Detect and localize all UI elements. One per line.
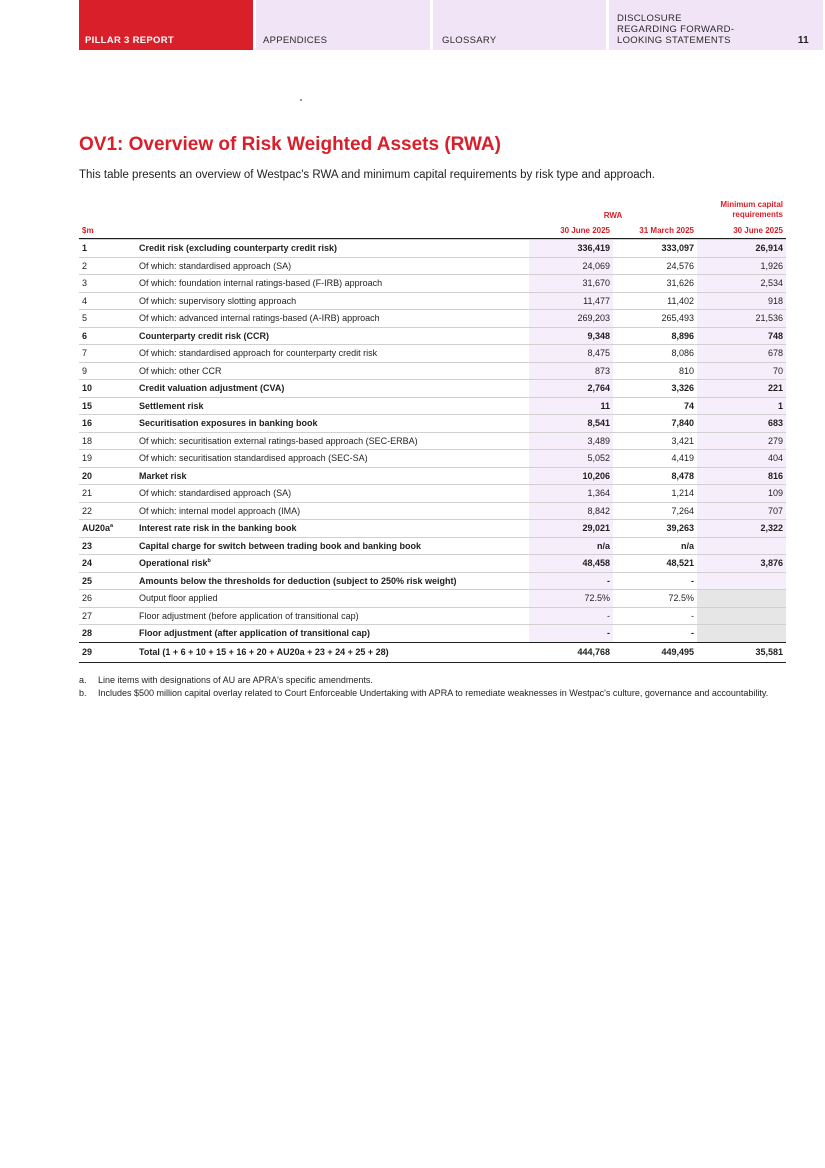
row-value: 8,478	[671, 470, 694, 481]
table-row	[79, 257, 786, 275]
row-value: 1,926	[697, 258, 786, 275]
row-id-text: 5	[82, 313, 88, 324]
row-value: -	[691, 575, 694, 586]
row-id-text: 9	[82, 365, 88, 376]
row-description	[139, 418, 529, 428]
row-value: 221	[697, 380, 786, 397]
row-description	[139, 506, 529, 516]
row-id	[79, 453, 139, 463]
tab-label: APPENDICES	[263, 35, 328, 46]
row-id-text: 18	[82, 435, 93, 446]
row-description	[139, 436, 529, 446]
row-description	[139, 541, 529, 551]
row-description-text: Floor adjustment (before application of transitional cap)	[139, 610, 359, 621]
row-value: 21,536	[697, 310, 786, 327]
row-value: 8,896	[671, 330, 694, 341]
table-row	[79, 292, 786, 310]
row-description-text: Market risk	[139, 470, 187, 481]
row-value: 24,069	[529, 258, 613, 275]
row-value: 707	[697, 503, 786, 520]
footnotes	[79, 674, 779, 700]
row-id	[79, 611, 139, 621]
row-id-text: 7	[82, 348, 88, 359]
tab-label-line: DISCLOSURE	[617, 13, 682, 24]
row-value: 31,626	[666, 278, 694, 289]
row-id	[79, 541, 139, 551]
row-value: 1	[697, 398, 786, 415]
row-value: 3,326	[671, 383, 694, 394]
footnote	[79, 674, 779, 686]
table-row	[79, 449, 786, 467]
row-description	[139, 313, 529, 323]
row-id	[79, 348, 139, 358]
footnote-marker: b	[207, 558, 211, 565]
row-id	[79, 558, 139, 568]
row-id	[79, 593, 139, 603]
row-value: 444,768	[577, 647, 610, 657]
unit-label: $m	[82, 225, 94, 235]
row-value	[697, 538, 786, 555]
table-row	[79, 414, 786, 432]
row-description	[139, 488, 529, 498]
row-value: 24,576	[666, 260, 694, 271]
row-id	[79, 243, 139, 253]
tab-label-line: LOOKING STATEMENTS	[617, 35, 731, 46]
tab-appendices[interactable]	[256, 0, 430, 50]
row-description-text: Of which: supervisory slotting approach	[139, 295, 297, 306]
row-value	[697, 625, 786, 642]
table-row	[79, 467, 786, 485]
row-value: 7,264	[671, 505, 694, 516]
page-number: 11	[797, 35, 809, 46]
row-id: 29	[82, 647, 93, 657]
table-column-header	[79, 222, 786, 239]
row-value: 1,214	[671, 488, 694, 499]
row-description-text: Amounts below the thresholds for deduction (subject to 250% risk weight)	[139, 575, 457, 586]
tab-label-line: REGARDING FORWARD-	[617, 24, 735, 35]
row-id	[79, 401, 139, 411]
row-value: n/a	[680, 540, 694, 551]
row-value: 918	[697, 293, 786, 310]
row-description	[139, 401, 529, 411]
row-id-text: 19	[82, 453, 93, 464]
row-value	[697, 573, 786, 590]
row-id	[79, 523, 139, 533]
row-id-text: 28	[82, 628, 93, 639]
table-row	[79, 607, 786, 625]
table-row	[79, 537, 786, 555]
row-value	[697, 590, 786, 607]
footnote	[79, 687, 779, 699]
row-value: 72.5%	[668, 593, 694, 604]
row-description	[139, 331, 529, 341]
row-value: 29,021	[529, 520, 613, 537]
row-value: 333,097	[661, 243, 694, 254]
row-value: 1,364	[529, 485, 613, 502]
row-description	[139, 593, 529, 603]
rwa-table	[79, 200, 786, 663]
row-id	[79, 383, 139, 393]
row-value: 2,322	[697, 520, 786, 537]
row-value: 5,052	[529, 450, 613, 467]
row-description-text: Of which: internal model approach (IMA)	[139, 505, 301, 516]
row-value: -	[529, 573, 613, 590]
row-value: 72.5%	[529, 590, 613, 607]
page-title: OV1: Overview of Risk Weighted Assets (RWA)	[79, 134, 501, 155]
group-header-line: requirements	[732, 210, 783, 219]
row-value: 8,842	[529, 503, 613, 520]
row-value: 48,521	[666, 558, 694, 569]
row-value: -	[691, 628, 694, 639]
row-value: -	[529, 625, 613, 642]
row-id-text: 1	[82, 243, 88, 254]
row-description	[139, 383, 529, 393]
row-value: 109	[697, 485, 786, 502]
row-description	[139, 471, 529, 481]
row-description	[139, 611, 529, 621]
table-row	[79, 624, 786, 642]
row-description	[139, 296, 529, 306]
row-value: 2,534	[697, 275, 786, 292]
row-value: 11,477	[529, 293, 613, 310]
table-total-row	[79, 642, 786, 663]
table-row	[79, 362, 786, 380]
row-value: 683	[697, 415, 786, 432]
row-description: Total (1 + 6 + 10 + 15 + 16 + 20 + AU20a + 23 + 24 + 25 + 28)	[139, 647, 389, 657]
table-row	[79, 519, 786, 537]
row-description-text: Credit risk (excluding counterparty credit risk)	[139, 243, 338, 254]
row-id-text: 15	[82, 400, 93, 411]
row-id-text: 16	[82, 418, 93, 429]
row-description-text: Of which: foundation internal ratings-based (F-IRB) approach	[139, 278, 383, 289]
row-value: 3,489	[529, 433, 613, 450]
row-value: 404	[697, 450, 786, 467]
footnote-text: Line items with designations of AU are APRA's specific amendments.	[98, 675, 373, 685]
stray-dot	[300, 99, 302, 101]
row-id-text: 24	[82, 558, 93, 569]
row-value: 74	[683, 400, 694, 411]
row-id-text: 21	[82, 488, 93, 499]
row-id-text: 27	[82, 610, 93, 621]
row-id	[79, 331, 139, 341]
row-id-text: 23	[82, 540, 93, 551]
row-description-text: Securitisation exposures in banking book	[139, 418, 318, 429]
row-description-text: Of which: other CCR	[139, 365, 222, 376]
row-description-text: Output floor applied	[139, 593, 218, 604]
row-value: 4,419	[671, 453, 694, 464]
tab-label: GLOSSARY	[442, 35, 497, 46]
row-value: 748	[697, 328, 786, 345]
table-row	[79, 397, 786, 415]
tab-forward-looking-statements[interactable]	[609, 0, 823, 50]
tab-pillar-3-report[interactable]	[79, 0, 253, 50]
footnote-marker: a	[110, 523, 114, 530]
row-value: 7,840	[671, 418, 694, 429]
row-description-text: Floor adjustment (after application of transitional cap)	[139, 628, 371, 639]
table-row	[79, 239, 786, 257]
table-row	[79, 344, 786, 362]
footnote-text: Includes $500 million capital overlay related to Court Enforceable Undertaking with APRA to remediate weaknesses in Westpac's culture, governance and accountability.	[98, 688, 769, 698]
table-row	[79, 379, 786, 397]
footnote-label: b.	[79, 688, 87, 698]
row-description-text: Of which: securitisation standardised approach (SEC-SA)	[139, 453, 368, 464]
row-value: 678	[697, 345, 786, 362]
row-id-text: 3	[82, 278, 88, 289]
row-value: 11,402	[667, 295, 694, 306]
row-value: -	[529, 608, 613, 625]
row-description	[139, 278, 529, 288]
row-id	[79, 366, 139, 376]
row-value: 11	[529, 398, 613, 415]
tab-label	[617, 13, 734, 46]
row-id-text: 10	[82, 383, 93, 394]
row-value: 269,203	[529, 310, 613, 327]
table-row	[79, 484, 786, 502]
row-description	[139, 576, 529, 586]
row-value: 10,206	[529, 468, 613, 485]
row-value: 8,541	[529, 415, 613, 432]
tab-label: PILLAR 3 REPORT	[85, 35, 174, 46]
row-value: 9,348	[529, 328, 613, 345]
row-value: 336,419	[529, 240, 613, 257]
row-description-text: Credit valuation adjustment (CVA)	[139, 383, 285, 394]
column-header: 30 June 2025	[733, 225, 783, 235]
row-id	[79, 261, 139, 271]
row-value: 31,670	[529, 275, 613, 292]
row-id-text: 25	[82, 575, 93, 586]
row-value: 39,263	[666, 523, 694, 534]
row-description-text: Of which: advanced internal ratings-based (A-IRB) approach	[139, 313, 380, 324]
group-header-line: Minimum capital	[720, 200, 783, 209]
table-row	[79, 274, 786, 292]
top-nav	[79, 0, 825, 50]
row-id-text: 4	[82, 295, 88, 306]
row-value: 26,914	[697, 240, 786, 257]
row-id	[79, 296, 139, 306]
row-description-text: Capital charge for switch between trading book and banking book	[139, 540, 422, 551]
row-description-text: Operational risk	[139, 558, 208, 569]
footnote-label: a.	[79, 675, 87, 685]
row-value: 48,458	[529, 555, 613, 572]
row-id	[79, 471, 139, 481]
row-description	[139, 366, 529, 376]
row-id-text: 26	[82, 593, 93, 604]
table-group-header	[79, 200, 786, 222]
row-id	[79, 436, 139, 446]
row-value: 873	[529, 363, 613, 380]
table-row	[79, 327, 786, 345]
column-header: 30 June 2025	[560, 225, 610, 235]
row-id	[79, 576, 139, 586]
table-row	[79, 589, 786, 607]
row-value: 279	[697, 433, 786, 450]
row-value: 70	[697, 363, 786, 380]
column-header: 31 March 2025	[639, 225, 694, 235]
row-description-text: Settlement risk	[139, 400, 204, 411]
row-description-text: Counterparty credit risk (CCR)	[139, 330, 270, 341]
row-description	[139, 453, 529, 463]
table-row	[79, 572, 786, 590]
row-description	[139, 558, 529, 568]
group-header-min-capital	[697, 200, 786, 222]
table-row	[79, 432, 786, 450]
row-value: 449,495	[661, 647, 694, 657]
row-description	[139, 261, 529, 271]
table-row	[79, 502, 786, 520]
row-id	[79, 488, 139, 498]
row-description-text: Of which: standardised approach for counterparty credit risk	[139, 348, 378, 359]
row-description	[139, 628, 529, 638]
row-description-text: Of which: securitisation external ratings-based approach (SEC-ERBA)	[139, 435, 418, 446]
row-value: 8,475	[529, 345, 613, 362]
row-description-text: Of which: standardised approach (SA)	[139, 260, 292, 271]
row-id	[79, 313, 139, 323]
tab-glossary[interactable]	[433, 0, 606, 50]
row-description	[139, 348, 529, 358]
row-id	[79, 628, 139, 638]
row-description	[139, 523, 529, 533]
row-value: n/a	[529, 538, 613, 555]
row-id-text: 20	[82, 470, 93, 481]
row-value: 8,086	[671, 348, 694, 359]
row-description-text: Interest rate risk in the banking book	[139, 523, 297, 534]
row-id-text: AU20a	[82, 523, 111, 534]
row-id	[79, 278, 139, 288]
row-value	[697, 608, 786, 625]
row-id-text: 2	[82, 260, 88, 271]
row-value: 265,493	[661, 313, 694, 324]
table-row	[79, 554, 786, 572]
table-body	[79, 239, 786, 642]
table-row	[79, 309, 786, 327]
row-value: 2,764	[529, 380, 613, 397]
row-value: 816	[697, 468, 786, 485]
row-description	[139, 243, 529, 253]
row-description-text: Of which: standardised approach (SA)	[139, 488, 292, 499]
row-id	[79, 506, 139, 516]
row-id-text: 6	[82, 330, 88, 341]
row-value: 35,581	[755, 647, 783, 657]
intro-text: This table presents an overview of Westpac's RWA and minimum capital requirements by risk type and approach.	[79, 169, 655, 181]
row-id-text: 22	[82, 505, 93, 516]
group-header-rwa: RWA	[603, 211, 623, 220]
row-value: 810	[678, 365, 694, 376]
row-value: 3,421	[671, 435, 694, 446]
row-value: 3,876	[697, 555, 786, 572]
row-id	[79, 418, 139, 428]
row-value: -	[691, 610, 694, 621]
